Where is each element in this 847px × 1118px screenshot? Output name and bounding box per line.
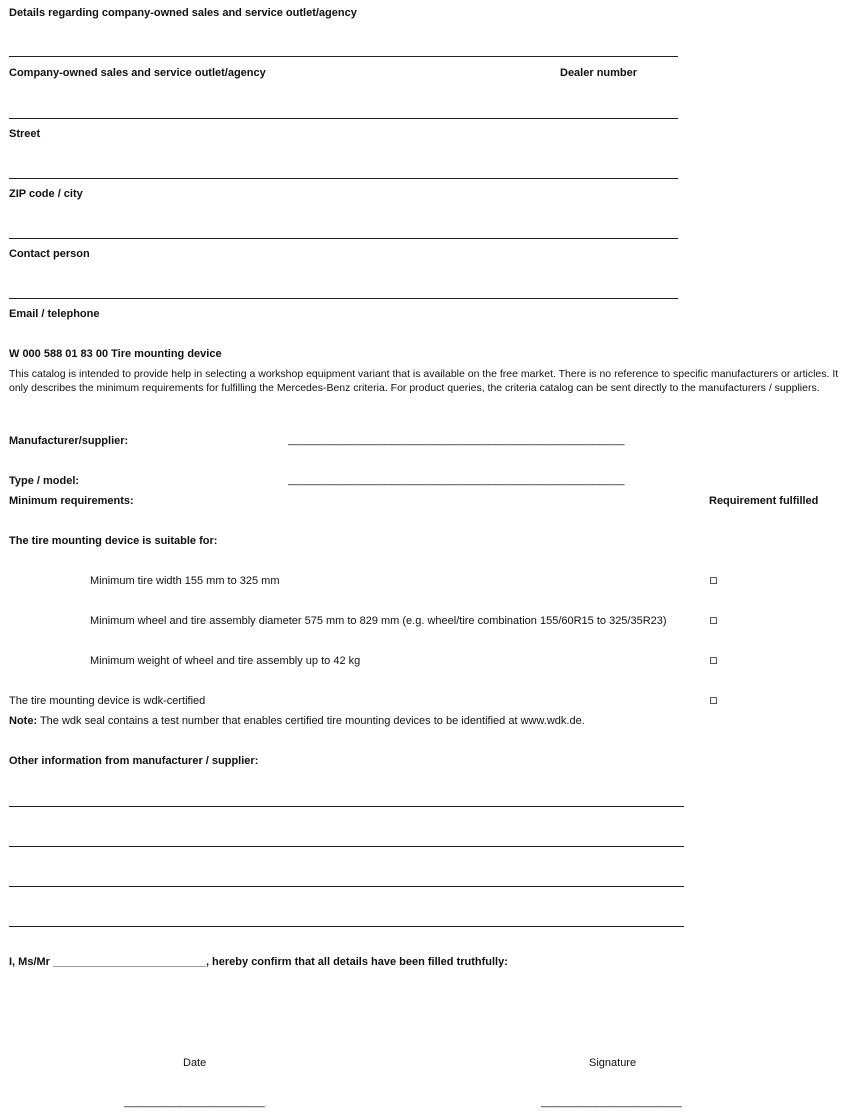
requirement-item-tire-width: Minimum tire width 155 mm to 325 mm <box>90 575 280 587</box>
email-phone-line[interactable] <box>9 298 678 299</box>
other-info-label: Other information from manufacturer / supplier: <box>9 755 259 767</box>
other-info-line-2[interactable] <box>9 846 684 847</box>
other-info-line-4[interactable] <box>9 926 684 927</box>
manufacturer-label: Manufacturer/supplier: <box>9 435 129 447</box>
requirement-item-weight: Minimum weight of wheel and tire assembly up to 42 kg <box>90 655 361 667</box>
outlet-name-label: Company-owned sales and service outlet/agency <box>9 67 266 79</box>
signature-label: Signature <box>589 1057 637 1069</box>
other-info-line-3[interactable] <box>9 886 684 887</box>
requirement-fulfilled-label: Requirement fulfilled <box>709 495 819 507</box>
wdk-certified-label: The tire mounting device is wdk-certified <box>9 695 206 707</box>
other-info-line-1[interactable] <box>9 806 684 807</box>
requirement-item-diameter: Minimum wheel and tire assembly diameter 575 mm to 829 mm (e.g. wheel/tire combination 155/60R15 to 325/35R23) <box>90 615 667 627</box>
checkbox-wdk-certified[interactable] <box>710 697 717 704</box>
signature-input-line[interactable]: _______________________ <box>541 1096 682 1108</box>
outlet-name-line[interactable] <box>9 56 678 57</box>
email-phone-label: Email / telephone <box>9 308 100 320</box>
device-heading: W 000 588 01 83 00 Tire mounting device <box>9 348 222 360</box>
note-text: The wdk seal contains a test number that enables certified tire mounting devices to be identified at www.wdk.de. <box>37 715 585 727</box>
contact-person-line[interactable] <box>9 238 678 239</box>
zip-city-label: ZIP code / city <box>9 188 83 200</box>
checkbox-weight[interactable] <box>710 657 717 664</box>
zip-city-line[interactable] <box>9 178 678 179</box>
page-title: Details regarding company-owned sales and service outlet/agency <box>9 7 357 19</box>
suitable-for-label: The tire mounting device is suitable for: <box>9 535 218 547</box>
min-requirements-label: Minimum requirements: <box>9 495 134 507</box>
dealer-number-label: Dealer number <box>560 67 638 79</box>
type-model-label: Type / model: <box>9 475 80 487</box>
type-model-input-line[interactable]: _______________________________________________________ <box>288 474 625 486</box>
date-input-line[interactable]: _______________________ <box>124 1096 265 1108</box>
street-line[interactable] <box>9 118 678 119</box>
manufacturer-input-line[interactable]: _______________________________________________________ <box>288 434 625 446</box>
date-label: Date <box>183 1057 207 1069</box>
contact-person-label: Contact person <box>9 248 90 260</box>
device-intro: This catalog is intended to provide help in selecting a workshop equipment variant that is available on the free market. There is no reference to specific manufacturers or articles. It only describes the minimum requirements for fulfilling the Mercedes-Benz criteria. For product queries, the criteria catalog can be sent directly to the manufacturers / suppliers. <box>9 368 839 394</box>
note-prefix: Note: <box>9 715 38 727</box>
checkbox-diameter[interactable] <box>710 617 717 624</box>
checkbox-tire-width[interactable] <box>710 577 717 584</box>
street-label: Street <box>9 128 41 140</box>
confirmation-statement: I, Ms/Mr _________________________, hereby confirm that all details have been filled truthfully: <box>9 956 508 968</box>
wdk-note <box>9 715 585 727</box>
